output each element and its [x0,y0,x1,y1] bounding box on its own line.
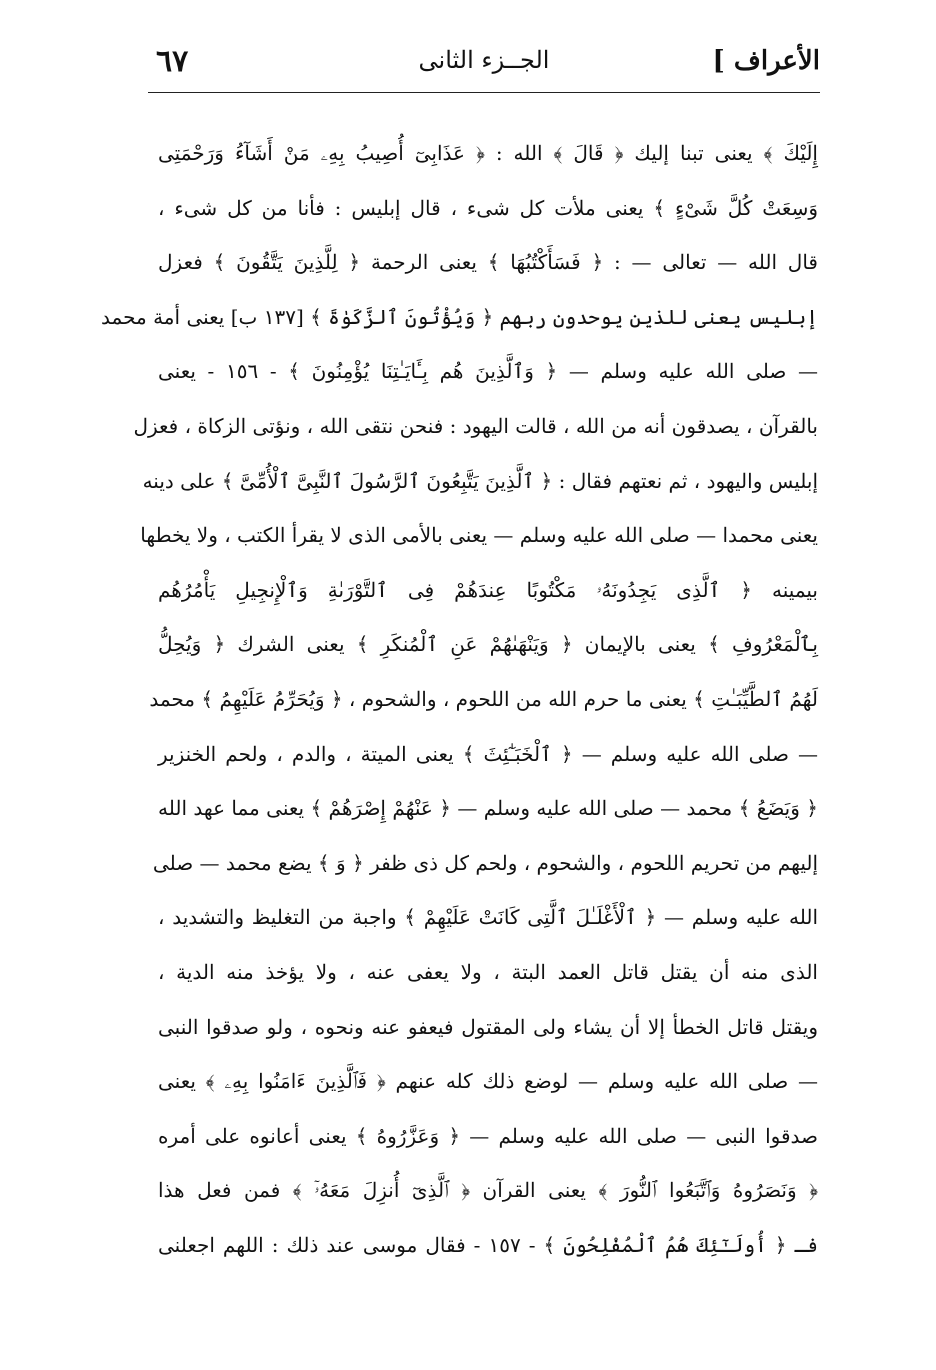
text-line: ﴿ وَنَصَرُوهُ وَٱتَّبَعُوا ٱلنُّورَ ﴾ يعنى القرآن ﴿ ٱلَّذِىٓ أُنزِلَ مَعَهُۥٓ ﴾ فمن فعل هذا [158,1178,818,1203]
text-line: بيمينه ﴿ ٱلَّذِى يَجِدُونَهُۥ مَكْتُوبًا عِندَهُمْ فِى ٱلتَّوْرَىٰةِ وَٱلْإِنجِيلِ يَأْمُرُهُم [158,577,818,602]
text-line: وَسِعَتْ كُلَّ شَىْءٍ ﴾ يعنى ملأت كل شىء ، قال إبليس : فأنا من كل شىء ، [158,195,818,220]
text-line: إِلَيْكَ ﴾ يعنى تبنا إليك ﴿ قَالَ ﴾ الله : ﴿ عَذَابِىٓ أُصِيبُ بِهِۦ مَنْ أَشَآءُ وَرَحْمَتِى [158,141,818,165]
header-rule [148,92,820,93]
text-line: لَهُمُ ٱلطَّيِّبَـٰتِ ﴾ يعنى ما حرم الله من اللحوم ، والشحوم ، ﴿ وَيُحَرِّمُ عَلَيْهِمُ ﴾ محمد [149,686,818,711]
page-number: ٦٧ [156,44,189,79]
surah-name: الأعراف ] [712,46,820,76]
text-line: الله عليه وسلم — ﴿ ٱلْأَغْلَـٰلَ ٱلَّتِى كَانَتْ عَلَيْهِمْ ﴾ واجبة من التغليظ والتشديد ، [158,905,818,930]
text-line: يعنى محمدا — صلى الله عليه وسلم — يعنى بالأمى الذى لا يقرأ الكتب ، ولا يخطها [140,523,818,548]
text-line: إليهم من تحريم اللحوم ، والشحوم ، ولحم كل ذى ظفر ﴿ وَ ﴾ يضع محمد — صلى [152,850,818,875]
text-line: إبليس واليهود ، ثم نعتهم فقال : ﴿ ٱلَّذِينَ يَتَّبِعُونَ ٱلرَّسُولَ ٱلنَّبِىَّ ٱلْأُمِّىَّ ﴾ على دينه [142,468,818,493]
text-line: قال الله — تعالى — : ﴿ فَسَأَكْتُبُهَا ﴾ يعنى الرحمة ﴿ لِلَّذِينَ يَتَّقُونَ ﴾ فعزل [158,250,818,275]
page-header [148,40,820,88]
text-line: ويقتل قاتل الخطأ إلا أن يشاء ولى المقتول فيعفو عنه ونحوه ، ولو صدقوا النبى [158,1014,818,1039]
text-line: بِٱلْمَعْرُوفِ ﴾ يعنى بالإيمان ﴿ وَيَنْهَىٰهُمْ عَنِ ٱلْمُنكَرِ ﴾ يعنى الشرك ﴿ وَيُحِلُّ [158,632,818,657]
text-line: الذى منه أن يقتل قاتل العمد البتة ، ولا يعفى عنه ، ولا يؤخذ منه الدية ، [158,959,818,984]
text-line: بالقرآن ، يصدقون أنه من الله ، قالت اليهود : فنحن نتقى الله ، ونؤتى الزكاة ، فعزل [133,413,818,438]
text-line: صدقوا النبى — صلى الله عليه وسلم — ﴿ وَعَزَّرُوهُ ﴾ يعنى أعانوه على أمره [158,1123,818,1148]
volume-title: الجــزء الثانى [418,46,550,74]
text-line: — صلى الله عليه وسلم — ﴿ ٱلْخَبَـٰٓئِثَ ﴾ يعنى الميتة ، والدم ، ولحم الخنزير [158,741,818,766]
text-line: — صلى الله عليه وسلم — ﴿ وَٱلَّذِينَ هُم بِـَٔايَـٰتِنَا يُؤْمِنُونَ ﴾ - ١٥٦ - يعنى [158,359,818,384]
text-line: إبليس يعنى للذين يوحدون ربهم ﴿ وَيُؤْتُونَ ٱلزَّكَوٰةَ ﴾ [١٣٧ ب] يعنى أمة محمد [101,304,818,329]
text-line: ﴿ وَيَضَعُ ﴾ محمد — صلى الله عليه وسلم — ﴿ عَنْهُمْ إِصْرَهُمْ ﴾ يعنى مما عهد الله [158,796,818,821]
text-line: فـ ﴿ أُولَـٰٓئِكَ هُمُ ٱلْمُفْلِحُونَ ﴾ - ١٥٧ - فقال موسى عند ذلك : اللهم اجعلنى [158,1232,818,1257]
text-line: — صلى الله عليه وسلم — لوضع ذلك كله عنهم ﴿ فَٱلَّذِينَ ءَامَنُوا بِهِۦ ﴾ يعنى [158,1069,818,1094]
body-text [101,126,818,1272]
